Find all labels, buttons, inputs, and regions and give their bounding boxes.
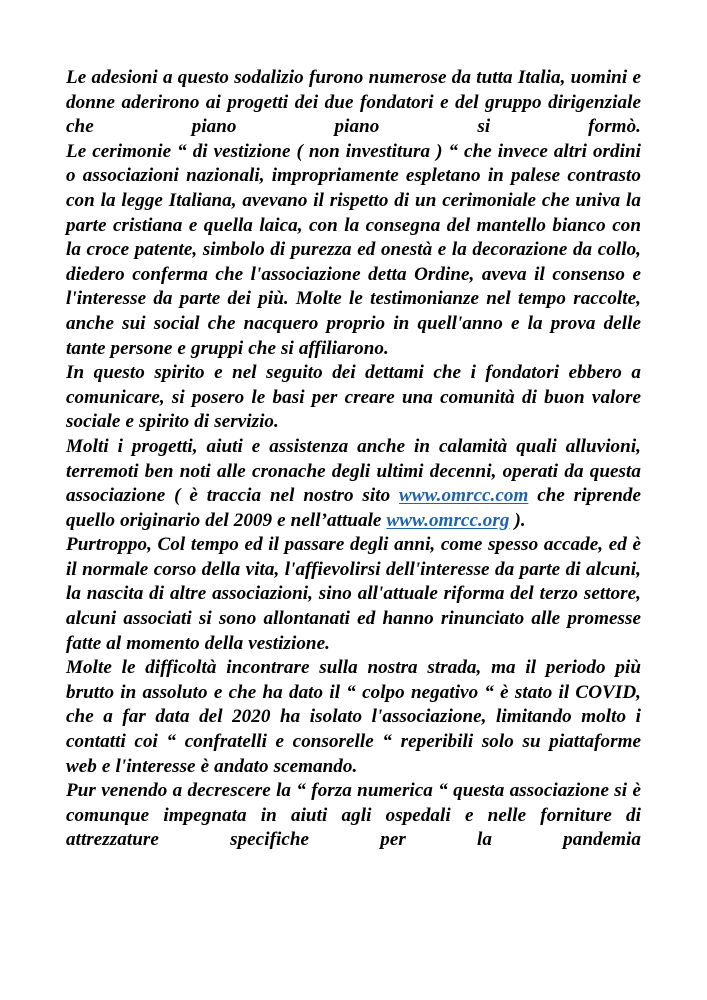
paragraph-3-websites xyxy=(66,361,641,435)
paragraph-1: Le adesioni a questo sodalizio furono numerose da tutta Italia, uomini e donne aderirono ai progetti dei due fondatori e del gruppo dirigenziale che piano piano si formò. xyxy=(66,67,641,138)
paragraph-5: Purtroppo, Col tempo ed il passare degli anni, come spesso accade, ed è il normale corso della vita, l'affievolirsi dell'interesse da parte di alcuni, la nascita di altre associazioni, sino all'attuale riforma del terzo settore, alcuni associati si sono allontanati ed hanno rinunciato alle promesse fatte al momento della vestizione. xyxy=(66,534,641,654)
paragraph-4-middle-text: che riprende quello originario del 2009 e nell’attuale xyxy=(66,485,641,531)
paragraph-6: Molte le difficoltà incontrare sulla nostra strada, ma il periodo più brutto in assoluto e che ha dato il “ colpo negativo “ è stato il COVID, che a far data del 2020 ha isolato l'associazione, limitando molto i contatti coi “ confratelli e consorelle “ reperibili solo su piattaforme web e l'interesse è andato scemando. xyxy=(66,657,641,777)
document-body xyxy=(66,66,641,853)
link-omrcc-com[interactable]: www.omrcc.com xyxy=(399,485,529,507)
paragraph-3-text-before-first-link: In questo spirito e nel seguito dei dettami che i fondatori ebbero a comunicare, si posero le basi per creare una comunità di buon valore sociale e spirito di servizio. xyxy=(66,362,641,433)
paragraph-4-lead-text: Molti i progetti, aiuti e assistenza anche in calamità quali alluvioni, terremoti ben noti alle cronache degli ultimi decenni, operati da questa associazione ( è traccia nel nostro sito xyxy=(66,435,641,507)
paragraph-2: Le cerimonie “ di vestizione ( non investitura ) “ che invece altri ordini o associazioni nazionali, impropriamente espletano in palese contrasto con la legge Italiana, avevano il rispetto di un cerimoniale che univa la parte cristiana e quella laica, con la consegna del mantello bianco con la croce patente, simbolo di purezza ed onestà e la decorazione da collo, diedero conferma che l'associazione detta Ordine, aveva il consenso e l'interesse da parte dei più. Molte le testimonianze nel tempo raccolte, anche sui social che nacquero proprio in quell'anno e la prova delle tante persone e gruppi che si affiliarono. xyxy=(66,140,641,359)
link-omrcc-org[interactable]: www.omrcc.org xyxy=(386,509,510,531)
paragraph-7: Pur venendo a decrescere la “ forza numerica “ questa associazione si è comunque impegnata in aiuti agli ospedali e nelle forniture di attrezzature specifiche per la pandemia xyxy=(66,780,641,851)
paragraph-4-trailing-text: ). xyxy=(509,509,526,531)
paragraph-4-with-links xyxy=(66,435,641,533)
